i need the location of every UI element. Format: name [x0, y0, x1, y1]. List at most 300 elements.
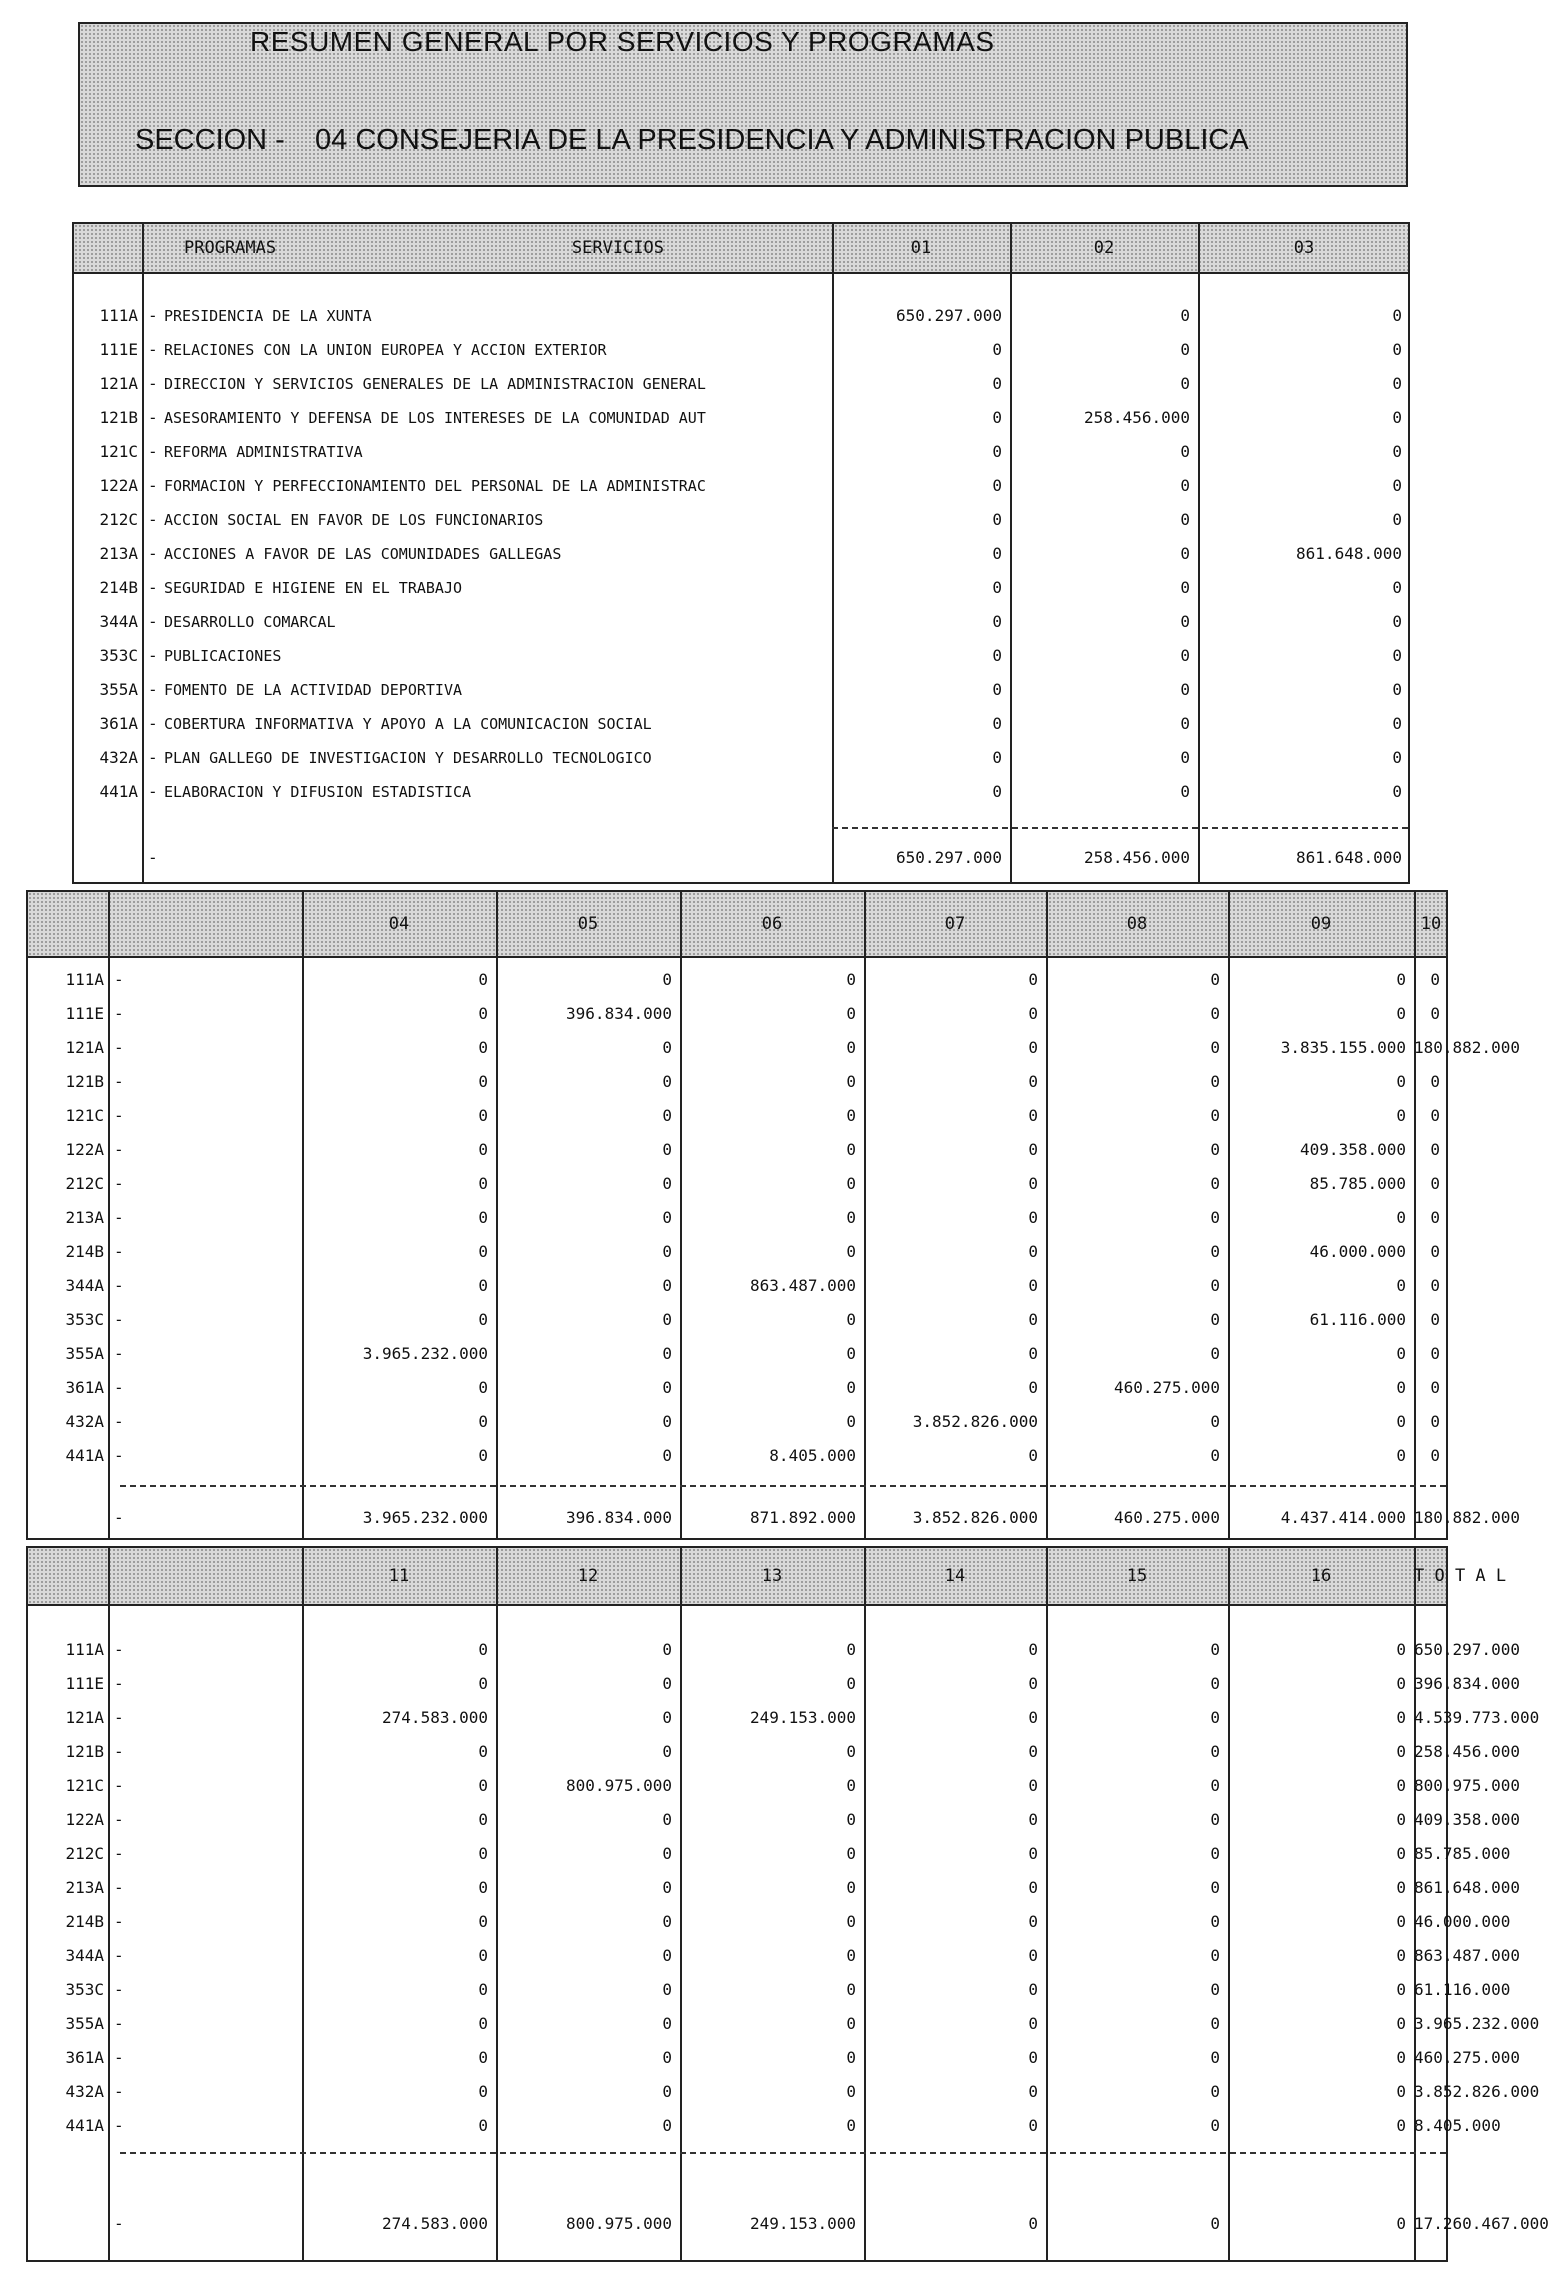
total-cell: 0 — [1396, 2214, 1406, 2233]
amount-cell: 0 — [662, 1742, 672, 1761]
amount-cell: 0 — [992, 510, 1002, 529]
program-description: DESARROLLO COMARCAL — [164, 613, 336, 631]
amount-cell: 0 — [478, 2048, 488, 2067]
row-dash: - — [114, 1912, 124, 1931]
amount-cell: 0 — [1430, 1208, 1440, 1227]
header-divider — [28, 956, 1446, 958]
program-description: FORMACION Y PERFECCIONAMIENTO DEL PERSONAL DE LA ADMINISTRAC — [164, 477, 706, 495]
amount-cell: 0 — [478, 1810, 488, 1829]
amount-cell: 249.153.000 — [750, 1708, 856, 1727]
amount-cell: 0 — [1028, 1776, 1038, 1795]
amount-cell: 0 — [478, 2014, 488, 2033]
program-description: ASESORAMIENTO Y DEFENSA DE LOS INTERESES DE LA COMUNIDAD AUT — [164, 409, 706, 427]
column-header-15: 15 — [1126, 1566, 1148, 1586]
row-dash: - — [114, 1208, 124, 1227]
amount-cell: 0 — [1392, 612, 1402, 631]
amount-cell: 0 — [1180, 476, 1190, 495]
total-cell: 396.834.000 — [566, 1508, 672, 1527]
amount-cell: 0 — [478, 2116, 488, 2135]
program-code: 353C — [65, 1980, 104, 1999]
amount-cell: 0 — [846, 1640, 856, 1659]
amount-cell: 460.275.000 — [1114, 1378, 1220, 1397]
column-header-08: 08 — [1126, 914, 1148, 934]
amount-cell: 0 — [478, 1208, 488, 1227]
amount-cell: 0 — [662, 1038, 672, 1057]
amount-cell: 0 — [1210, 1776, 1220, 1795]
amount-cell: 3.965.232.000 — [362, 1344, 488, 1363]
amount-cell: 4.539.773.000 — [1414, 1708, 1540, 1727]
amount-cell: 0 — [662, 1276, 672, 1295]
program-code: 361A — [65, 2048, 104, 2067]
amount-cell: 3.852.826.000 — [912, 1412, 1038, 1431]
program-code: 212C — [65, 1844, 104, 1863]
amount-cell: 0 — [1392, 680, 1402, 699]
amount-cell: 0 — [1180, 442, 1190, 461]
amount-cell: 0 — [662, 1106, 672, 1125]
amount-cell: 0 — [1396, 2048, 1406, 2067]
amount-cell: 0 — [1210, 1912, 1220, 1931]
amount-cell: 3.835.155.000 — [1280, 1038, 1406, 1057]
amount-cell: 0 — [478, 1446, 488, 1465]
total-cell: 650.297.000 — [896, 848, 1002, 867]
amount-cell: 0 — [662, 1208, 672, 1227]
amount-cell: 0 — [1392, 340, 1402, 359]
amount-cell: 0 — [662, 1844, 672, 1863]
amount-cell: 0 — [846, 2048, 856, 2067]
row-dash: - — [114, 2048, 124, 2067]
total-cell: 4.437.414.000 — [1280, 1508, 1406, 1527]
amount-cell: 0 — [1396, 1742, 1406, 1761]
amount-cell: 0 — [1430, 1276, 1440, 1295]
amount-cell: 0 — [478, 1038, 488, 1057]
amount-cell: 0 — [1210, 1038, 1220, 1057]
amount-cell: 0 — [478, 1674, 488, 1693]
amount-cell: 0 — [846, 1174, 856, 1193]
amount-cell: 0 — [478, 1640, 488, 1659]
header-divider — [74, 272, 1408, 274]
program-code: 355A — [65, 2014, 104, 2033]
amount-cell: 0 — [662, 1242, 672, 1261]
row-dash: - — [114, 1276, 124, 1295]
program-description: ELABORACION Y DIFUSION ESTADISTICA — [164, 783, 472, 801]
amount-cell: 0 — [1210, 1980, 1220, 1999]
amount-cell: 0 — [846, 1412, 856, 1431]
section-label: SECCION - — [135, 124, 285, 156]
row-dash: - — [114, 1038, 124, 1057]
amount-cell: 0 — [1180, 306, 1190, 325]
row-dash: - — [114, 1742, 124, 1761]
amount-cell: 0 — [478, 1004, 488, 1023]
amount-cell: 0 — [1392, 510, 1402, 529]
amount-cell: 0 — [662, 970, 672, 989]
amount-cell: 0 — [992, 578, 1002, 597]
amount-cell: 0 — [1028, 1674, 1038, 1693]
amount-cell: 0 — [1028, 1742, 1038, 1761]
amount-cell: 0 — [846, 2116, 856, 2135]
row-dash: - — [148, 782, 158, 801]
amount-cell: 0 — [846, 1242, 856, 1261]
amount-cell: 0 — [662, 1446, 672, 1465]
amount-cell: 0 — [478, 1106, 488, 1125]
program-code: 121B — [65, 1072, 104, 1091]
code-column-divider — [142, 224, 144, 882]
program-code: 214B — [99, 578, 138, 597]
program-code: 214B — [65, 1912, 104, 1931]
total-cell: 180.882.000 — [1414, 1508, 1520, 1527]
amount-cell: 0 — [1180, 748, 1190, 767]
row-dash: - — [148, 476, 158, 495]
amount-cell: 0 — [478, 1242, 488, 1261]
document-header — [78, 22, 1408, 187]
amount-cell: 0 — [1210, 1140, 1220, 1159]
program-code: 121B — [65, 1742, 104, 1761]
row-dash: - — [114, 1980, 124, 1999]
amount-cell: 0 — [846, 1742, 856, 1761]
amount-cell: 0 — [1180, 680, 1190, 699]
amount-cell: 0 — [1210, 1946, 1220, 1965]
column-header-04: 04 — [388, 914, 410, 934]
program-description: ACCION SOCIAL EN FAVOR DE LOS FUNCIONARIOS — [164, 511, 544, 529]
amount-cell: 0 — [478, 1310, 488, 1329]
amount-cell: 0 — [1392, 374, 1402, 393]
amount-cell: 0 — [1392, 714, 1402, 733]
amount-cell: 0 — [1396, 1878, 1406, 1897]
amount-cell: 0 — [1210, 1106, 1220, 1125]
amount-cell: 0 — [846, 1344, 856, 1363]
total-cell: 800.975.000 — [566, 2214, 672, 2233]
amount-cell: 0 — [478, 1912, 488, 1931]
amount-cell: 0 — [1210, 1810, 1220, 1829]
column-header-06: 06 — [761, 914, 783, 934]
program-code: 355A — [99, 680, 138, 699]
program-description: FOMENTO DE LA ACTIVIDAD DEPORTIVA — [164, 681, 463, 699]
amount-cell: 0 — [1028, 1446, 1038, 1465]
amount-cell: 0 — [1430, 1106, 1440, 1125]
amount-cell: 409.358.000 — [1414, 1810, 1520, 1829]
amount-cell: 258.456.000 — [1084, 408, 1190, 427]
program-description: PUBLICACIONES — [164, 647, 282, 665]
amount-cell: 46.000.000 — [1309, 1242, 1406, 1261]
program-description: PRESIDENCIA DE LA XUNTA — [164, 307, 372, 325]
program-description: COBERTURA INFORMATIVA Y APOYO A LA COMUNICACION SOCIAL — [164, 715, 652, 733]
amount-cell: 0 — [1180, 646, 1190, 665]
program-code: 121B — [99, 408, 138, 427]
row-dash: - — [114, 1106, 124, 1125]
amount-cell: 0 — [662, 1072, 672, 1091]
amount-cell: 0 — [1028, 1810, 1038, 1829]
column-header-02: 02 — [1093, 238, 1115, 258]
amount-cell: 0 — [1396, 970, 1406, 989]
amount-cell: 0 — [662, 2048, 672, 2067]
amount-cell: 0 — [1396, 1980, 1406, 1999]
amount-cell: 0 — [662, 1980, 672, 1999]
amount-cell: 0 — [846, 1878, 856, 1897]
amount-cell: 0 — [1028, 1140, 1038, 1159]
amount-cell: 0 — [992, 748, 1002, 767]
total-cell: 871.892.000 — [750, 1508, 856, 1527]
row-dash: - — [114, 1640, 124, 1659]
services-table-04-10 — [26, 890, 1520, 1540]
amount-cell: 0 — [478, 1378, 488, 1397]
amount-cell: 0 — [1210, 1072, 1220, 1091]
amount-cell: 0 — [992, 408, 1002, 427]
program-code: 111E — [65, 1004, 104, 1023]
row-dash: - — [114, 970, 124, 989]
amount-cell: 800.975.000 — [566, 1776, 672, 1795]
amount-cell: 0 — [1028, 2082, 1038, 2101]
program-code: 353C — [65, 1310, 104, 1329]
amount-cell: 0 — [662, 1946, 672, 1965]
amount-cell: 0 — [478, 1946, 488, 1965]
amount-cell: 0 — [1028, 1640, 1038, 1659]
amount-cell: 0 — [478, 1742, 488, 1761]
code-column-divider — [108, 892, 110, 1538]
amount-cell: 0 — [992, 714, 1002, 733]
program-code: 213A — [65, 1208, 104, 1227]
row-dash: - — [148, 374, 158, 393]
program-code: 121C — [65, 1776, 104, 1795]
amount-cell: 0 — [478, 1412, 488, 1431]
amount-cell: 0 — [662, 1174, 672, 1193]
amount-cell: 0 — [1396, 1412, 1406, 1431]
amount-cell: 61.116.000 — [1309, 1310, 1406, 1329]
amount-cell: 0 — [1210, 1174, 1220, 1193]
amount-cell: 0 — [1392, 748, 1402, 767]
amount-cell: 460.275.000 — [1414, 2048, 1520, 2067]
row-dash: - — [114, 1674, 124, 1693]
amount-cell: 0 — [1392, 646, 1402, 665]
amount-cell: 0 — [1392, 408, 1402, 427]
column-header-13: 13 — [761, 1566, 783, 1586]
amount-cell: 0 — [846, 1844, 856, 1863]
amount-cell: 800.975.000 — [1414, 1776, 1520, 1795]
column-header-05: 05 — [577, 914, 599, 934]
amount-cell: 0 — [1396, 2116, 1406, 2135]
amount-cell: 0 — [1392, 306, 1402, 325]
row-dash: - — [114, 1810, 124, 1829]
column-header-07: 07 — [944, 914, 966, 934]
code-column-divider — [108, 1548, 110, 2260]
amount-cell: 0 — [1210, 2048, 1220, 2067]
amount-cell: 0 — [1028, 1844, 1038, 1863]
amount-cell: 0 — [1028, 970, 1038, 989]
column-header-09: 09 — [1310, 914, 1332, 934]
program-code: 121A — [65, 1038, 104, 1057]
amount-cell: 0 — [662, 1640, 672, 1659]
amount-cell: 0 — [662, 2082, 672, 2101]
row-dash: - — [114, 2116, 124, 2135]
total-cell: 258.456.000 — [1084, 848, 1190, 867]
amount-cell: 0 — [992, 340, 1002, 359]
amount-cell: 0 — [846, 1140, 856, 1159]
totals-dash: - — [114, 1508, 124, 1527]
amount-cell: 0 — [1396, 1344, 1406, 1363]
amount-cell: 0 — [662, 1140, 672, 1159]
totals-dash: - — [114, 2214, 124, 2233]
program-description: ACCIONES A FAVOR DE LAS COMUNIDADES GALLEGAS — [164, 545, 562, 563]
amount-cell: 0 — [846, 1912, 856, 1931]
total-cell: 460.275.000 — [1114, 1508, 1220, 1527]
amount-cell: 0 — [1396, 2082, 1406, 2101]
amount-cell: 0 — [1180, 544, 1190, 563]
amount-cell: 0 — [1430, 1412, 1440, 1431]
program-code: 111A — [65, 1640, 104, 1659]
servicios-header: SERVICIOS — [571, 238, 664, 258]
amount-cell: 0 — [478, 1878, 488, 1897]
amount-cell: 85.785.000 — [1414, 1844, 1511, 1863]
amount-cell: 0 — [478, 1276, 488, 1295]
page-title: RESUMEN GENERAL POR SERVICIOS Y PROGRAMAS — [250, 26, 995, 57]
amount-cell: 0 — [662, 1378, 672, 1397]
amount-cell: 46.000.000 — [1414, 1912, 1511, 1931]
row-dash: - — [148, 680, 158, 699]
row-dash: - — [114, 1378, 124, 1397]
amount-cell: 0 — [846, 1038, 856, 1057]
amount-cell: 0 — [1210, 2116, 1220, 2135]
amount-cell: 0 — [1180, 374, 1190, 393]
program-code: 122A — [99, 476, 138, 495]
amount-cell: 396.834.000 — [566, 1004, 672, 1023]
amount-cell: 0 — [1028, 1980, 1038, 1999]
amount-cell: 863.487.000 — [1414, 1946, 1520, 1965]
amount-cell: 180.882.000 — [1414, 1038, 1520, 1057]
amount-cell: 0 — [1180, 714, 1190, 733]
amount-cell: 863.487.000 — [750, 1276, 856, 1295]
amount-cell: 0 — [992, 442, 1002, 461]
amount-cell: 0 — [478, 1844, 488, 1863]
amount-cell: 0 — [1392, 476, 1402, 495]
program-code: 344A — [65, 1946, 104, 1965]
amount-cell: 0 — [1180, 782, 1190, 801]
amount-cell: 3.852.826.000 — [1414, 2082, 1540, 2101]
amount-cell: 0 — [662, 1674, 672, 1693]
amount-cell: 0 — [1210, 1242, 1220, 1261]
totals-separator — [832, 827, 1408, 829]
total-cell: 3.965.232.000 — [362, 1508, 488, 1527]
column-header-total: T O T A L — [1414, 1566, 1507, 1586]
amount-cell: 0 — [478, 1776, 488, 1795]
amount-cell: 0 — [992, 680, 1002, 699]
amount-cell: 0 — [1028, 1072, 1038, 1091]
amount-cell: 0 — [1430, 1072, 1440, 1091]
amount-cell: 0 — [1430, 1378, 1440, 1397]
amount-cell: 0 — [992, 782, 1002, 801]
amount-cell: 0 — [1210, 1640, 1220, 1659]
amount-cell: 0 — [662, 2014, 672, 2033]
row-dash: - — [114, 1242, 124, 1261]
amount-cell: 0 — [846, 1776, 856, 1795]
amount-cell: 0 — [1028, 1912, 1038, 1931]
total-cell: 0 — [1028, 2214, 1038, 2233]
program-code: 121A — [65, 1708, 104, 1727]
program-description: REFORMA ADMINISTRATIVA — [164, 443, 363, 461]
row-dash: - — [114, 1344, 124, 1363]
services-table-01-03 — [72, 222, 1410, 884]
programas-header: PROGRAMAS — [184, 238, 277, 258]
amount-cell: 0 — [992, 374, 1002, 393]
total-cell: 249.153.000 — [750, 2214, 856, 2233]
amount-cell: 0 — [1396, 1378, 1406, 1397]
amount-cell: 274.583.000 — [382, 1708, 488, 1727]
amount-cell: 3.965.232.000 — [1414, 2014, 1540, 2033]
amount-cell: 0 — [1396, 1276, 1406, 1295]
amount-cell: 0 — [662, 1708, 672, 1727]
row-dash: - — [114, 1446, 124, 1465]
amount-cell: 0 — [1396, 1674, 1406, 1693]
amount-cell: 0 — [1396, 1208, 1406, 1227]
column-header-03: 03 — [1293, 238, 1315, 258]
amount-cell: 0 — [662, 1912, 672, 1931]
row-dash: - — [114, 2014, 124, 2033]
amount-cell: 0 — [478, 2082, 488, 2101]
amount-cell: 0 — [1430, 1140, 1440, 1159]
amount-cell: 0 — [846, 2082, 856, 2101]
row-dash: - — [148, 578, 158, 597]
program-description: PLAN GALLEGO DE INVESTIGACION Y DESARROLLO TECNOLOGICO — [164, 749, 652, 767]
program-code: 441A — [99, 782, 138, 801]
program-code: 213A — [65, 1878, 104, 1897]
amount-cell: 0 — [1396, 1810, 1406, 1829]
amount-cell: 0 — [1396, 1640, 1406, 1659]
program-description: SEGURIDAD E HIGIENE EN EL TRABAJO — [164, 579, 463, 597]
program-code: 111A — [65, 970, 104, 989]
row-dash: - — [114, 1174, 124, 1193]
amount-cell: 0 — [1028, 1708, 1038, 1727]
amount-cell: 0 — [846, 1208, 856, 1227]
program-code: 344A — [99, 612, 138, 631]
amount-cell: 0 — [1210, 1446, 1220, 1465]
amount-cell: 0 — [662, 2116, 672, 2135]
program-code: 213A — [99, 544, 138, 563]
amount-cell: 0 — [1028, 1276, 1038, 1295]
program-code: 361A — [65, 1378, 104, 1397]
column-header-14: 14 — [944, 1566, 966, 1586]
amount-cell: 0 — [478, 1072, 488, 1091]
amount-cell: 0 — [1210, 1844, 1220, 1863]
amount-cell: 650.297.000 — [896, 306, 1002, 325]
amount-cell: 0 — [1430, 1446, 1440, 1465]
amount-cell: 0 — [1210, 1878, 1220, 1897]
row-dash: - — [114, 1412, 124, 1431]
program-code: 121C — [99, 442, 138, 461]
row-dash: - — [148, 714, 158, 733]
amount-cell: 0 — [1210, 1344, 1220, 1363]
program-code: 111E — [99, 340, 138, 359]
program-code: 432A — [65, 1412, 104, 1431]
amount-cell: 0 — [1392, 578, 1402, 597]
amount-cell: 0 — [1210, 2082, 1220, 2101]
amount-cell: 0 — [1210, 2014, 1220, 2033]
amount-cell: 0 — [1210, 1310, 1220, 1329]
row-dash: - — [148, 646, 158, 665]
program-description: RELACIONES CON LA UNION EUROPEA Y ACCION EXTERIOR — [164, 341, 607, 359]
program-code: 212C — [99, 510, 138, 529]
totals-separator — [120, 1485, 1446, 1487]
row-dash: - — [148, 544, 158, 563]
total-cell: 17.260.467.000 — [1414, 2214, 1549, 2233]
totals-dash: - — [148, 848, 158, 867]
amount-cell: 0 — [846, 1310, 856, 1329]
amount-cell: 0 — [1396, 2014, 1406, 2033]
row-dash: - — [148, 340, 158, 359]
program-code: 111E — [65, 1674, 104, 1693]
amount-cell: 0 — [1028, 2116, 1038, 2135]
amount-cell: 0 — [1210, 970, 1220, 989]
program-code: 355A — [65, 1344, 104, 1363]
amount-cell: 0 — [478, 1140, 488, 1159]
amount-cell: 0 — [1180, 340, 1190, 359]
amount-cell: 0 — [478, 970, 488, 989]
